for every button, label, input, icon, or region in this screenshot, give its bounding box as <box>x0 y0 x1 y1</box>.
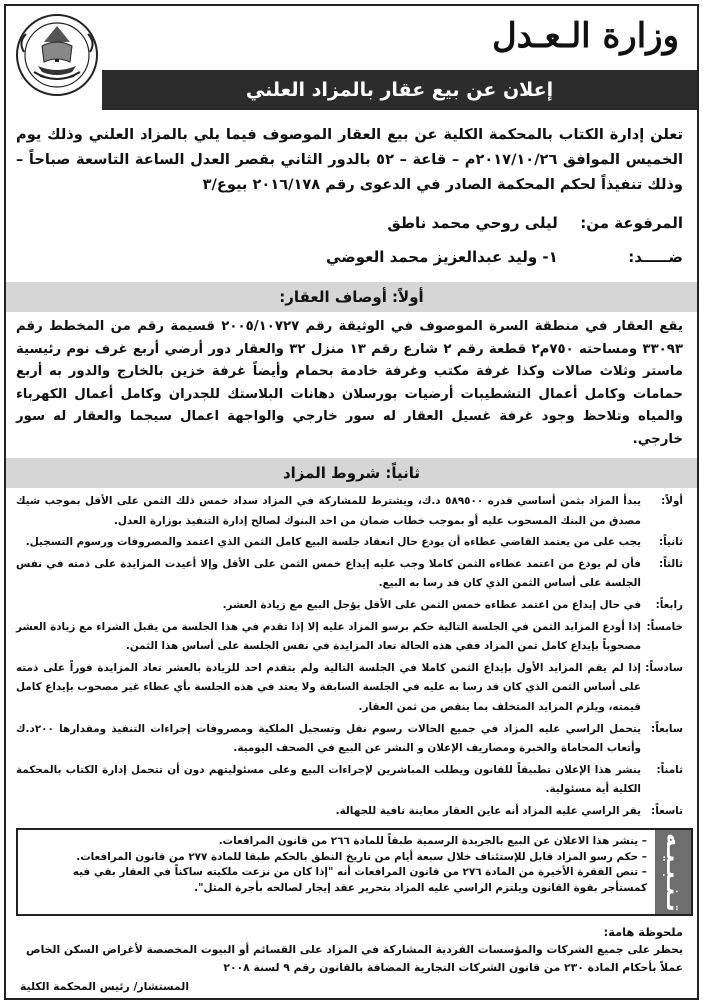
term-item <box>16 596 683 616</box>
term-label: ثالثاً: <box>658 557 683 570</box>
note-title: ملحوظة هامة: <box>603 925 683 939</box>
intro-paragraph: تعلن إدارة الكتاب بالمحكمة الكلية عن بيع العقار الموصوف فيما يلي بالمزاد العلني وذلك يوم الخميس الموافق ٢٠١٧/١٠/٢٦م – قاعة – ٥٢ بالدور الثاني بقصر العدل الساعة التاسعة صباحاً – وذلك تنفيذاً لحكم المحكمة الصادر في الدعوى رقم ٢٠١٦/١٧٨ بيوع/٣ <box>16 126 684 193</box>
note-text: يحظر على جميع الشركات والمؤسسات الفردية المشاركة في المزاد على القسائم أو البيوت المخصصة لأغراض السكن الخاص عملاً بأحكام المادة ٢٣٠ من قانون الشركات التجارية المضافة بالقانون رقم ٩ لسنة ٢٠٠٨ <box>26 943 683 974</box>
term-item <box>16 802 683 822</box>
state-emblem-icon <box>14 12 100 98</box>
term-text: في حال إيداع من اعتمد عطاءه خمس الثمن على الأقل يؤجل البيع مع زيادة العشر. <box>222 598 641 611</box>
term-label: خامساً: <box>646 620 683 633</box>
notice-body <box>18 830 655 914</box>
term-text: يتحمل الراسي عليه المزاد في جميع الحالات رسوم نقل وتسجيل الملكية ومصروفات إجراءات التنفيذ ومقدارها ٢٠٠د.ك وأتعاب المحاماة والخبرة ومصاريف الإعلان و النشر عن البيع في الصحف اليومية. <box>16 722 641 755</box>
term-item <box>16 492 683 531</box>
defendant-name: ١- وليد عبدالعزيز محمد العوضي <box>326 248 558 266</box>
parties <box>16 206 683 274</box>
signature: المستشار/ رئيس المحكمة الكلية <box>20 980 190 993</box>
term-label: ثامناً: <box>656 763 683 776</box>
term-text: يبدأ المزاد بثمن أساسي قدره ٥٨٩٥٠٠ د.ك، ويشترط للمشاركة في المزاد سداد خمس ذلك الثمن على الأقل بموجب شيك مصدق من البنك المسحوب عليه أو بموجب خطاب ضمان من احد البنوك لصالح إدارة التنفيذ بوزارة العدل. <box>16 495 641 527</box>
term-item <box>16 533 683 553</box>
term-label: رابعاً: <box>655 598 683 611</box>
notice-item: – تنص الفقرة الأخيرة من المادة ٢٧٦ من قانون المرافعات أنه "إذا كان من نزعت ملكيته ساكناً في العقار بقي فيه كمستأجر بقوة القانون ويلتزم الراسي عليه المزاد بتحرير عقد إيجار لصالحه بأجرة المثل". <box>72 866 647 894</box>
plaintiff-label: المرفوعة من: <box>580 214 683 232</box>
term-label: أولاً: <box>661 495 683 507</box>
announcement-page <box>4 4 699 1000</box>
term-item <box>16 761 683 800</box>
term-label: سادساً: <box>645 661 683 674</box>
section-terms-title: ثانياً: شروط المزاد <box>6 458 697 488</box>
term-text: فأن لم يودع من اعتمد عطاءه الثمن كاملا وجب عليه إيداع خمس الثمن على الأقل وإلا أعيدت المزايدة على ذمته في نفس الجلسة على أساس الثمن الذي كان قد رسا به البيع. <box>16 557 641 590</box>
plaintiff-name: ليلى روحي محمد ناطق <box>387 214 558 232</box>
term-text: يقر الراسي عليه المزاد أنه عاين العقار معاينة نافية للجهالة. <box>335 804 641 817</box>
term-item <box>16 659 683 718</box>
term-text: إذا أودع المزايد الثمن في الجلسة التالية حكم برسو المزاد عليه إلا إذا تقدم في هذا الجلسة من يقبل الشراء مع زيادة العشر مصحوباً بإيداع كامل ثمن المزاد ففي هذه الحالة تعاد المزايدة في نفس الجلسة على أساس هذا الثمن. <box>16 620 641 653</box>
term-label: تاسعاً: <box>651 804 683 817</box>
term-item <box>16 555 683 594</box>
notice-label-text: تـنـبـيـه <box>660 832 686 912</box>
notice-box <box>16 828 693 916</box>
header <box>6 6 697 70</box>
auction-terms <box>16 492 683 824</box>
defendant-label: ضـــــد: <box>628 248 683 266</box>
defendant-row <box>16 240 683 274</box>
notice-item: – حكم رسو المزاد قابل للإستئناف خلال سبعة أيام من تاريخ النطق بالحكم طبقا للمادة ٢٧٧ من قانون المرافعات. <box>76 850 647 863</box>
ministry-name: وزارة الـعـدل <box>491 16 679 56</box>
term-label: ثانياً: <box>658 536 683 549</box>
plaintiff-row <box>16 206 683 240</box>
notice-item: – ينشر هذا الاعلان عن البيع بالجريدة الرسمية طبقاً للمادة ٢٦٦ من قانون المرافعات. <box>218 835 647 847</box>
term-item <box>16 720 683 759</box>
important-note <box>16 924 683 976</box>
term-text: إذا لم يقم المزايد الأول بإيداع الثمن كاملا في الجلسة التالية ولم يتقدم احد للزيادة بالعشر تعاد المزايدة فوراً على ذمته على أساس الثمن الذي كان قد رسا به عليه في الجلسة السابقة ولا يعتد في هذه الجلسة بأي عطاء غير مصحوب بإيداع كامل قيمته، ويلزم المزايد المتخلف بما ينقص من ثمن العقار. <box>16 661 641 713</box>
term-text: ينشر هذا الإعلان تطبيقاً للقانون ويطلب المباشرين لإجراءات البيع وعلى مسئوليتهم دون أن تتحمل إدارة الكتاب بالمحكمة الكلية أية مسئولية. <box>16 763 641 796</box>
announcement-title: إعلان عن بيع عقار بالمزاد العلني <box>102 70 697 110</box>
notice-label <box>655 830 691 914</box>
term-text: يجب على من يعتمد القاضي عطاءه أن يودع حال انعقاد جلسة البيع كامل الثمن الذي اعتمد والمصروفات ورسوم التسجيل. <box>25 536 641 549</box>
term-label: سابعاً: <box>651 722 683 735</box>
section-property-title: أولاً: أوصاف العقار: <box>6 282 697 312</box>
property-description: يقع العقار في منطقة السرة الموصوف في الوثيقة رقم ٢٠٠٥/١٠٧٢٧ قسيمة رقم من المخطط رقم ٣٣٠٩٣ ومساحته ٧٥٠م٢ قطعة رقم ٢ شارع رقم ١٣ منزل ٣٢ والعقار دور أرضي أربع غرف نوم رئيسية ماستر وثلاث صالات وكذا غرفة مكتب وغرفة خادمة بحمام وأيضاً غرفة خزين بالخارج والدور به أربع حمامات وكامل أعمال التشطيبات أرضيات بورسلان دهانات البلاستك للجدران وكامل أعمال الكهرباء والمياه وتلاحظ وجود غرفة غسيل العقار له سور خارجي والواجهة اعمال سيجما والعقار له سور خارجي. <box>16 319 684 447</box>
term-item <box>16 618 683 657</box>
